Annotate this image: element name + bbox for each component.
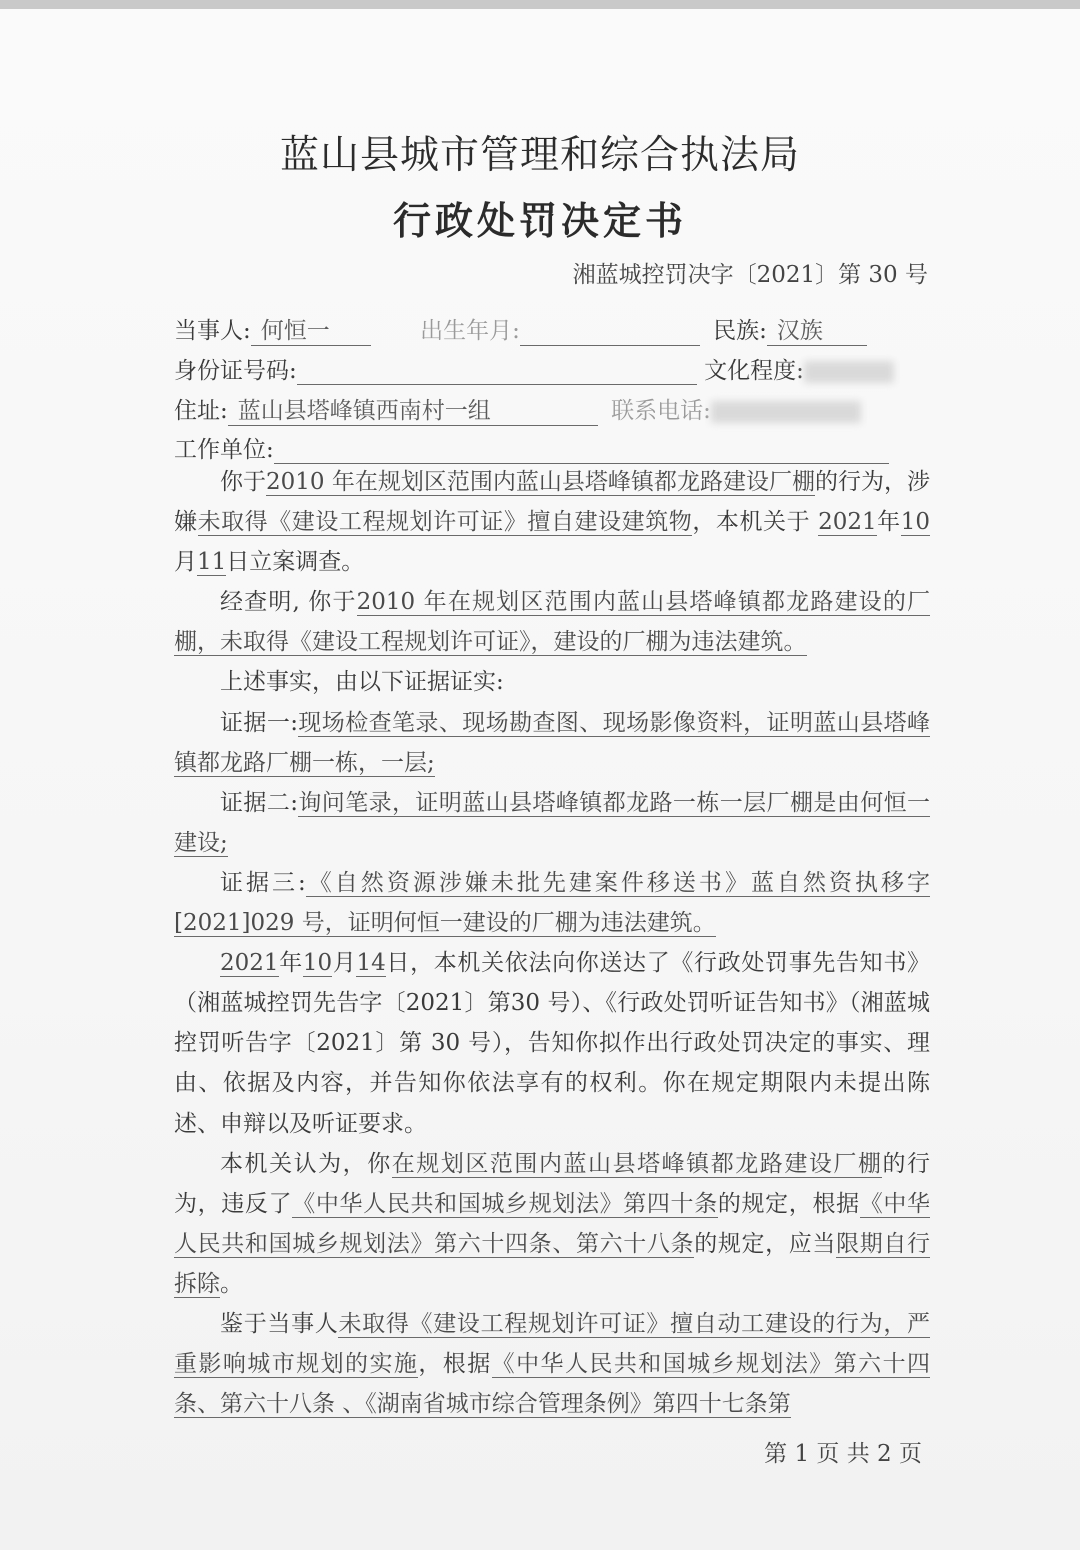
filled-text: 2010 年在规划区范围内蓝山县塔峰镇都龙路建设厂棚 bbox=[266, 469, 815, 495]
paragraph-case-filing bbox=[174, 462, 930, 582]
paragraph-violation bbox=[174, 1144, 930, 1304]
text: 本机关认为，你 bbox=[220, 1150, 392, 1177]
address-row bbox=[174, 392, 861, 426]
ethnic-label: 民族: bbox=[713, 318, 767, 344]
filled-month: 10 bbox=[900, 509, 931, 536]
organization-name: 蓝山县城市管理和综合执法局 bbox=[279, 133, 800, 178]
workplace-row bbox=[174, 431, 889, 464]
filled-text: 《中华人民共和国城乡规划法》第六十四条、第六十八条 bbox=[174, 1190, 931, 1257]
text: 年 bbox=[876, 509, 901, 536]
text: 日，本机关依法向你送达了《行政处罚事先告知书》（湘蓝城控罚先告字〔2021〕第30 号）、《行政处罚听证告知书》（湘蓝城控罚听告字〔2021〕第 30 号），告知你拟作出行政处罚决定的事实、理由、依据及内容，并告知你依法享有的权利。你在规定期限内未提出陈述、申辩以及听证要求。 bbox=[174, 950, 931, 1137]
filled-text: 《中华人民共和国城乡规划法》第六十四条、第六十八条 、《湖南省城市综合管理条例》第四十七条第 bbox=[174, 1351, 931, 1418]
text: 证据二: bbox=[220, 789, 298, 816]
ethnic-value: 汉族 bbox=[767, 312, 867, 346]
id-row bbox=[174, 352, 894, 385]
document-number: 湘蓝城控罚决字〔2021〕第 30 号 bbox=[572, 262, 928, 288]
text: 证据一: bbox=[220, 709, 298, 736]
filled-year: 2021 bbox=[818, 509, 877, 536]
text: 。 bbox=[220, 1270, 243, 1297]
education-label: 文化程度: bbox=[704, 358, 804, 384]
party-name: 何恒一 bbox=[251, 312, 371, 346]
phone-label: 联系电话: bbox=[611, 398, 711, 424]
text: 月 bbox=[174, 549, 197, 576]
filled-day: 11 bbox=[197, 549, 227, 576]
text: 的行为，涉嫌 bbox=[174, 469, 931, 536]
paragraph-decision-basis bbox=[174, 1304, 930, 1424]
id-field bbox=[297, 362, 697, 385]
paragraph-evidence-2 bbox=[174, 783, 930, 863]
paragraph-evidence-1 bbox=[174, 703, 930, 783]
filled-day: 14 bbox=[356, 950, 386, 977]
document-body bbox=[174, 462, 930, 1424]
filled-text: 2010 年在规划区范围内蓝山县塔峰镇都龙路建设的厂棚，未取得《建设工程规划许可证》，建设的厂棚为违法建筑。 bbox=[174, 589, 930, 656]
education-value-redacted bbox=[804, 361, 894, 383]
filled-text: 在规划区范围内蓝山县塔峰镇都龙路建设厂棚 bbox=[391, 1150, 883, 1177]
paragraph-notification bbox=[174, 943, 930, 1143]
page-number: 第 1 页 共 2 页 bbox=[764, 1441, 922, 1467]
text: ，根据 bbox=[418, 1351, 492, 1378]
workplace-field bbox=[274, 441, 889, 464]
text: 日立案调查。 bbox=[226, 549, 365, 576]
text: 的行为，违反了 bbox=[174, 1150, 931, 1217]
document-title: 行政处罚决定书 bbox=[392, 198, 687, 243]
filled-text: 现场检查笔录、现场勘查图、现场影像资料，证明蓝山县塔峰镇都龙路厂棚一栋，一层; bbox=[174, 709, 931, 776]
filled-text: 未取得《建设工程规划许可证》擅自动工建设的行为，严重影响城市规划的实施 bbox=[174, 1310, 931, 1378]
filled-text: 《中华人民共和国城乡规划法》第四十条 bbox=[292, 1190, 718, 1217]
text: 的规定，应当 bbox=[694, 1230, 837, 1257]
filled-month: 10 bbox=[302, 950, 333, 977]
top-border bbox=[0, 0, 1080, 9]
paragraph-evidence-intro: 上述事实，由以下证据证实: bbox=[220, 669, 504, 696]
filled-text: 未取得《建设工程规划许可证》擅自建设建筑物 bbox=[197, 509, 693, 536]
text: 月 bbox=[332, 950, 357, 977]
filled-text: 限期自行拆除 bbox=[174, 1230, 931, 1297]
party-row bbox=[174, 312, 867, 346]
address-value: 蓝山县塔峰镇西南村一组 bbox=[228, 392, 598, 426]
text: 证据三: bbox=[220, 869, 306, 896]
filled-text: 询问笔录，证明蓝山县塔峰镇都龙路一栋一层厂棚是由何恒一建设; bbox=[174, 789, 931, 856]
dob-field bbox=[520, 323, 700, 346]
filled-year: 2021 bbox=[220, 950, 279, 977]
workplace-label: 工作单位: bbox=[174, 437, 274, 463]
address-label: 住址: bbox=[174, 398, 228, 424]
text: 你于 bbox=[220, 469, 267, 495]
paragraph-evidence-3 bbox=[174, 863, 930, 943]
id-label: 身份证号码: bbox=[174, 358, 297, 384]
filled-text: 《自然资源涉嫌未批先建案件移送书》蓝自然资执移字[2021]029 号，证明何恒一建设的厂棚为违法建筑。 bbox=[174, 869, 931, 937]
text: 的规定，根据 bbox=[717, 1190, 860, 1217]
party-label: 当事人: bbox=[174, 318, 251, 344]
phone-value-redacted bbox=[711, 401, 861, 423]
text: ，本机关于 bbox=[692, 509, 811, 536]
paragraph-findings bbox=[174, 582, 930, 662]
dob-label: 出生年月: bbox=[420, 318, 520, 344]
text: 经查明, 你于 bbox=[220, 589, 357, 616]
text: 年 bbox=[278, 950, 303, 977]
text: 鉴于当事人 bbox=[220, 1310, 339, 1337]
